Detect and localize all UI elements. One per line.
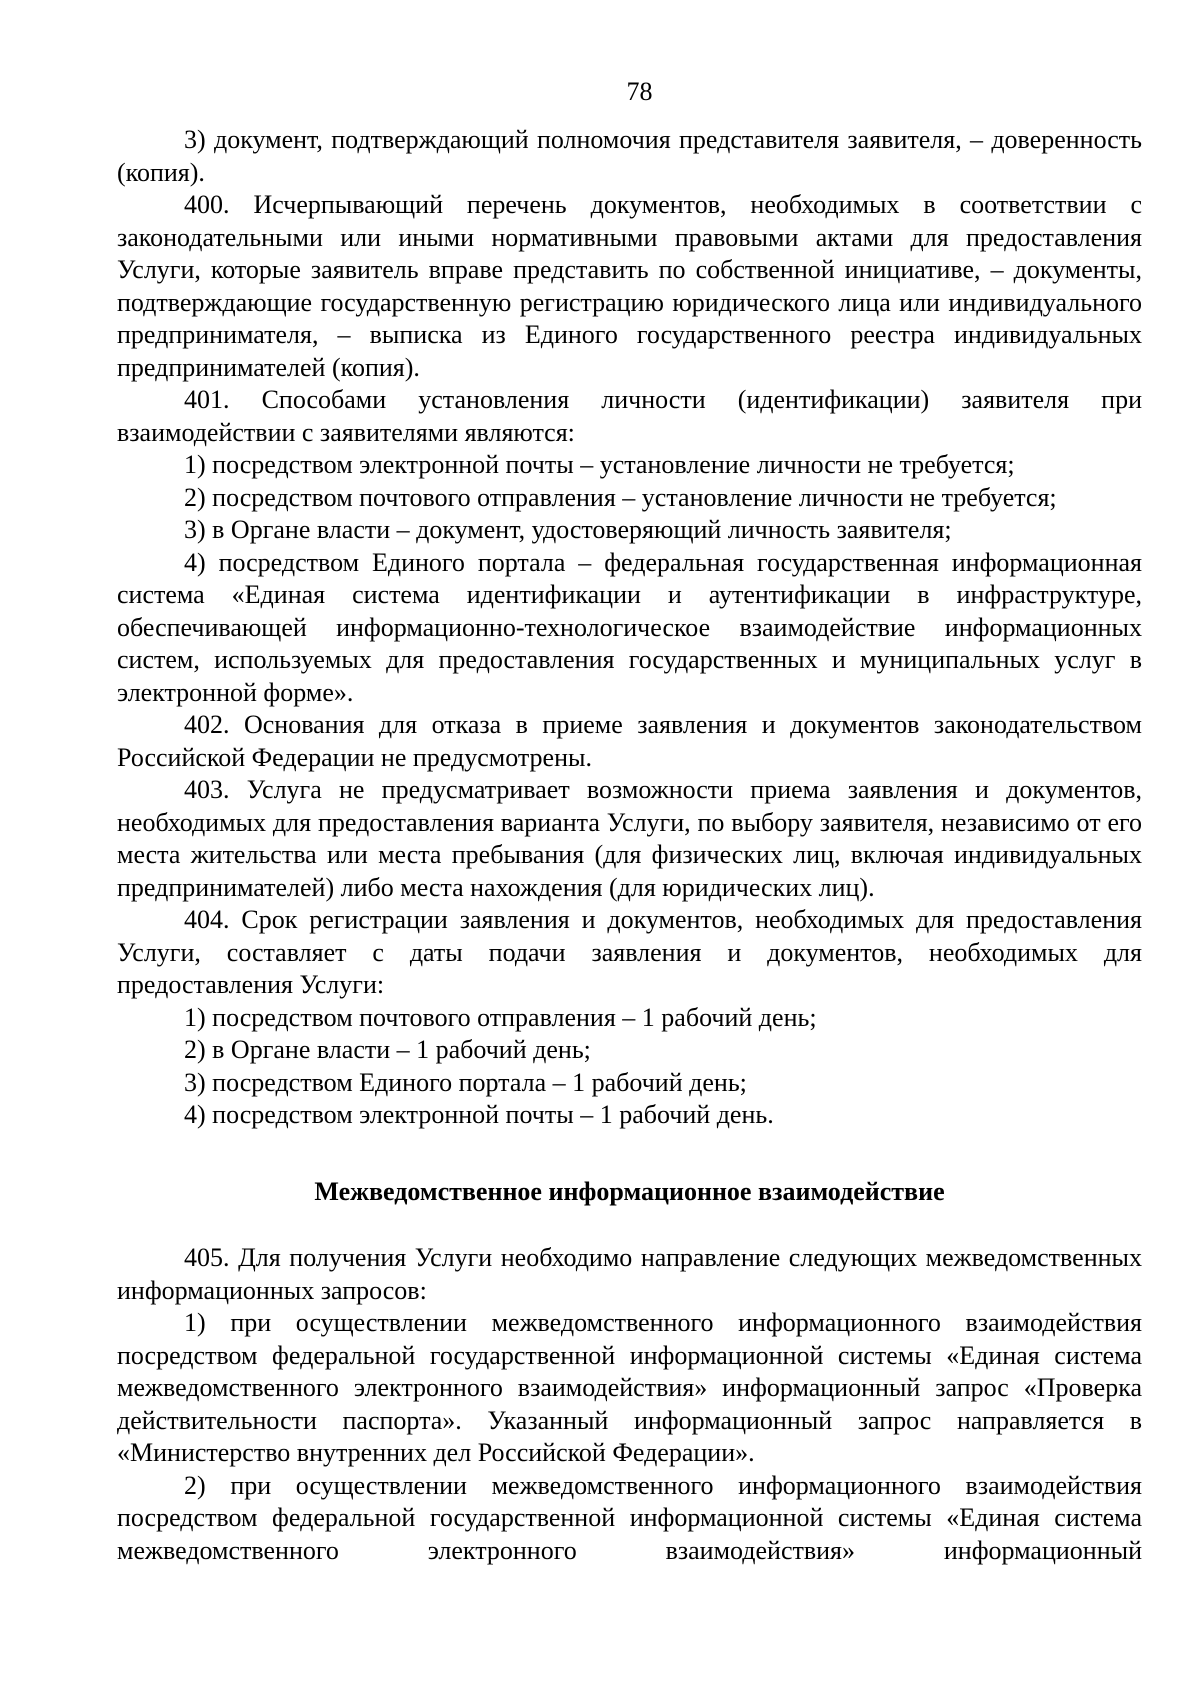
list-item: 3) посредством Единого портала – 1 рабочий день;: [184, 1067, 747, 1097]
paragraph: 405. Для получения Услуги необходимо направление следующих межведомственных информационных запросов:: [117, 1243, 1142, 1305]
page-number: 78: [626, 77, 653, 106]
paragraph: 401. Способами установления личности (идентификации) заявителя при взаимодействии с заявителями являются:: [117, 385, 1142, 447]
list-item: 3) в Органе власти – документ, удостоверяющий личность заявителя;: [184, 515, 952, 544]
paragraph: 400. Исчерпывающий перечень документов, необходимых в соответствии с законодательными или иными нормативными правовыми актами для предоставления Услуги, которые заявитель вправе представить по собственной инициативе, – документы, подтверждающие государственную регистрацию юридического лица или индивидуального предпринимателя, – выписка из Единого государственного реестра индивидуальных предпринимателей (копия).: [117, 190, 1142, 382]
section-heading: Межведомственное информационное взаимодействие: [314, 1176, 945, 1206]
list-item: 2) посредством почтового отправления – установление личности не требуется;: [184, 482, 1057, 512]
list-item: 1) посредством электронной почты – установление личности не требуется;: [184, 450, 1015, 479]
list-item: 1) при осуществлении межведомственного информационного взаимодействия посредством федеральной государственной информационной системы «Единая система межведомственного электронного взаимодействия» информационный запрос «Проверка действительности паспорта». Указанный информационный запрос направляется в «Министерство внутренних дел Российской Федерации».: [117, 1308, 1142, 1467]
list-item: 2) в Органе власти – 1 рабочий день;: [184, 1035, 591, 1064]
list-item: 4) посредством Единого портала – федеральная государственная информационная система «Единая система идентификации и аутентификации в инфраструктуре, обеспечивающей информационно-технологическое взаимодействие информационных систем, используемых для предоставления государственных и муниципальных услуг в электронной форме».: [117, 547, 1142, 707]
paragraph: 403. Услуга не предусматривает возможности приема заявления и документов, необходимых для предоставления варианта Услуги, по выбору заявителя, независимо от его места жительства или места пребывания (для физических лиц, включая индивидуальных предпринимателей) либо места нахождения (для юридических лиц).: [117, 775, 1142, 902]
list-item: 1) посредством почтового отправления – 1 рабочий день;: [184, 1002, 817, 1032]
list-item: 2) при осуществлении межведомственного информационного взаимодействия посредством федеральной государственной информационной системы «Единая система межведомственного электронного взаимодействия» информационный: [117, 1470, 1142, 1565]
paragraph: 402. Основания для отказа в приеме заявления и документов законодательством Российской Федерации не предусмотрены.: [117, 710, 1142, 772]
list-item: 4) посредством электронной почты – 1 рабочий день.: [184, 1100, 774, 1129]
document-page: [117, 72, 1142, 1567]
paragraph: 3) документ, подтверждающий полномочия представителя заявителя, – доверенность (копия).: [117, 125, 1142, 187]
paragraph: 404. Срок регистрации заявления и документов, необходимых для предоставления Услуги, составляет с даты подачи заявления и документов, необходимых для предоставления Услуги:: [117, 905, 1142, 999]
